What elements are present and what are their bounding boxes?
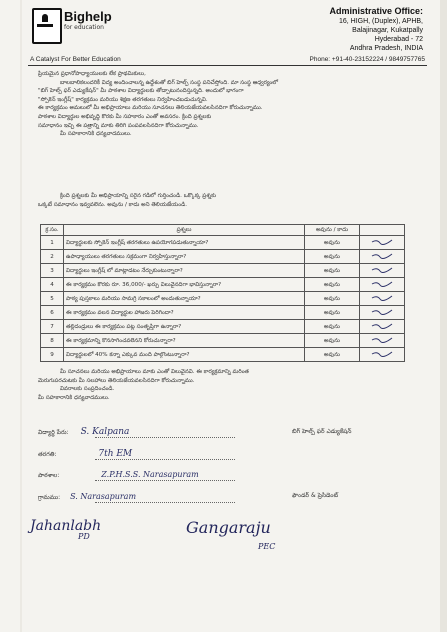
row-question: విద్యార్థులకు స్పోకెన్ ఇంగ్లీష్ తరగతులు ఉపయోగపడుతున్నాయా? [64,236,305,250]
school-underline [95,480,235,481]
row-answer: అవును [305,320,360,334]
tagline: A Catalyst For Better Education [30,56,121,63]
row-question: ఈ కార్యక్రమాన్ని కొనసాగించవలెనని కోరుచున్నారా? [64,334,305,348]
header-divider [28,65,427,66]
body-line: సమాధానం ఇచ్చి ఈ పత్రాన్ని మాకు తిరిగి పంపవలసినదిగా కోరుచున్నాము. [38,122,199,129]
right-signature: Gangaraju [186,518,271,537]
name-underline [95,437,235,438]
row-question: ఈ కార్యక్రమం కొరకు రూ. 36,000/- ఖర్చు విలువైనదిగా భావిస్తున్నారా? [64,278,305,292]
row-answer: అవును [305,334,360,348]
tick-mark-icon [360,348,405,362]
closing-line: మెరుగుపరచుటకు మీ సలహాలు తెలియజేయవలసినదిగా కోరుచున్నాము. [38,377,195,384]
row-number: 7 [41,320,64,334]
row-number: 5 [41,292,64,306]
village-underline [95,502,235,503]
row-answer: అవును [305,348,360,362]
table-row [41,334,405,348]
row-question: ఈ కార్యక్రమం వలన విద్యార్థుల హాజరు పెరిగిందా? [64,306,305,320]
founder-label: ఫౌండర్ & ప్రెసిడెంట్ [292,492,339,499]
class-label: తరగతి [38,451,55,458]
table-row [41,236,405,250]
intro-line: క్రింది ప్రశ్నలకు మీ అభిప్రాయాన్ని సరైన గడిలో గుర్తించండి. ఒక్కొక్క ప్రశ్నకు [60,193,217,199]
right-signature-role: PEC [258,542,276,551]
office-line: Andhra Pradesh, INDIA [349,45,423,52]
row-answer: అవును [305,306,360,320]
name-field: విద్యార్థి పేరు: S. Kalpana [38,427,130,437]
name-value: S. Kalpana [80,427,130,437]
phone-number: Phone: +91-40-23152224 / 9849757765 [309,56,425,63]
body-line: మీ సహకారానికి ధన్యవాదములు. [60,131,132,138]
body-line: "స్పోకెన్ ఇంగ్లీష్" కార్యక్రమం మరియు శిక్షణ తరగతులు నిర్వహించబడుచున్నవి. [38,96,208,103]
row-answer: అవును [305,236,360,250]
closing-text [38,368,408,402]
row-number: 8 [41,334,64,348]
body-line: ప్రియమైన ప్రధానోపాధ్యాయులకు లేక ప్రాథమికులు, [38,71,146,77]
body-line: "బిగ్ హెల్ప్ ఫర్ ఎడ్యుకేషన్" మీ పాఠశాల విద్యార్థులకు తోడ్పాటునందిస్తున్నది. అందులో భాగంగా [38,88,244,95]
row-answer: అవును [305,278,360,292]
class-underline [95,459,235,460]
table-row [41,278,405,292]
body-line: ఈ కార్యక్రమం అమలులో మీ అభిప్రాయాలు మరియు సూచనలు తెలియజేయవలసినదిగా కోరుచున్నాము. [38,105,263,112]
row-number: 6 [41,306,64,320]
row-question: తల్లిదండ్రులు ఈ కార్యక్రమం పట్ల సంతృప్తిగా ఉన్నారా? [64,320,305,334]
tick-mark-icon [360,292,405,306]
row-question: విద్యార్థులు ఇంగ్లీష్ లో మాట్లాడటం నేర్చుకుంటున్నారా? [64,264,305,278]
column-header [360,225,405,236]
table-row [41,292,405,306]
row-answer: అవును [305,250,360,264]
closing-line: మీ సహకారానికి ధన్యవాదములు. [38,394,110,401]
tick-mark-icon [360,306,405,320]
body-line: బాలబాలికలందరికీ విద్య అందించాలన్న ఉద్దేశంతో బిగ్ హెల్ప్ సంస్థ పనిచేస్తోంది. మా సంస్థ ఆధ్వర్యంలో [60,79,279,86]
row-question: విద్యార్థులలో 40% కన్నా ఎక్కువ మంది పాల్గొంటున్నారా? [64,348,305,362]
table-header-row [41,225,405,236]
village-value: S. Narasapuram [70,492,137,501]
bighelp-logo-icon [32,8,62,44]
tick-mark-icon [360,320,405,334]
table-row [41,250,405,264]
left-signature: Jahanlabh [30,518,102,534]
column-header: అవును / కాదు [305,225,360,236]
tick-mark-icon [360,278,405,292]
village-label: గ్రామము [38,494,59,501]
tick-mark-icon [360,250,405,264]
office-line: Balajinagar, Kukatpally [352,27,423,34]
village-field: గ్రామము: S. Narasapuram [38,492,137,501]
body-text [38,70,408,139]
brand-subtitle: for education [64,24,104,31]
office-address [329,6,423,53]
questionnaire-table [40,224,405,362]
scan-edge [440,0,447,632]
intro-text [38,192,408,209]
row-number: 9 [41,348,64,362]
table-row [41,306,405,320]
row-number: 1 [41,236,64,250]
tick-mark-icon [360,264,405,278]
tick-mark-icon [360,334,405,348]
class-value: 7th EM [98,449,133,459]
row-number: 2 [41,250,64,264]
table-row [41,320,405,334]
org-signature-label: బిగ్ హెల్ప్ ఫర్ ఎడ్యుకేషన్ [292,428,352,435]
row-question: ఉపాధ్యాయులు తరగతులు సక్రమంగా నిర్వహిస్తున్నారా? [64,250,305,264]
table-row [41,264,405,278]
name-label: విద్యార్థి పేరు [38,429,67,436]
closing-line: వివరాలకు సంప్రదించండి. [60,386,115,393]
left-signature-role: PD [78,532,90,541]
intro-line: ఒక్కటే సమాధానం ఇవ్వవలెను. అవును / కాదు అని తెలియజేయండి. [38,201,188,208]
scan-margin [20,0,22,632]
tick-mark-icon [360,236,405,250]
office-line: 16, HIGH, (Duplex), APHB, [338,18,423,25]
row-question: పాఠ్య పుస్తకాలు మరియు సామగ్రి సకాలంలో అందుతున్నాయా? [64,292,305,306]
school-label: పాఠశాల [38,472,58,479]
office-line: Hyderabad - 72 [374,36,423,43]
row-answer: అవును [305,292,360,306]
brand-name: Bighelp [64,9,112,24]
row-answer: అవును [305,264,360,278]
closing-line: మీ సూచనలు మరియు అభిప్రాయాలు మాకు ఎంతో విలువైనవి. ఈ కార్యక్రమాన్ని మరింత [60,369,249,375]
school-field: పాఠశాల: Z.P.H.S.S. Narasapuram [38,470,199,479]
table-row [41,348,405,362]
row-number: 3 [41,264,64,278]
column-header: క్ర.సం. [41,225,64,236]
column-header: ప్రశ్నలు [64,225,305,236]
class-field: తరగతి: 7th EM [38,449,133,459]
school-value: Z.P.H.S.S. Narasapuram [101,470,199,479]
body-line: పాఠశాల విద్యార్థుల అభివృద్ధి కొరకు మీ సహకారం ఎంతో అవసరం. క్రింది ప్రశ్నలకు [38,113,212,120]
row-number: 4 [41,278,64,292]
office-title: Administrative Office: [329,6,423,16]
